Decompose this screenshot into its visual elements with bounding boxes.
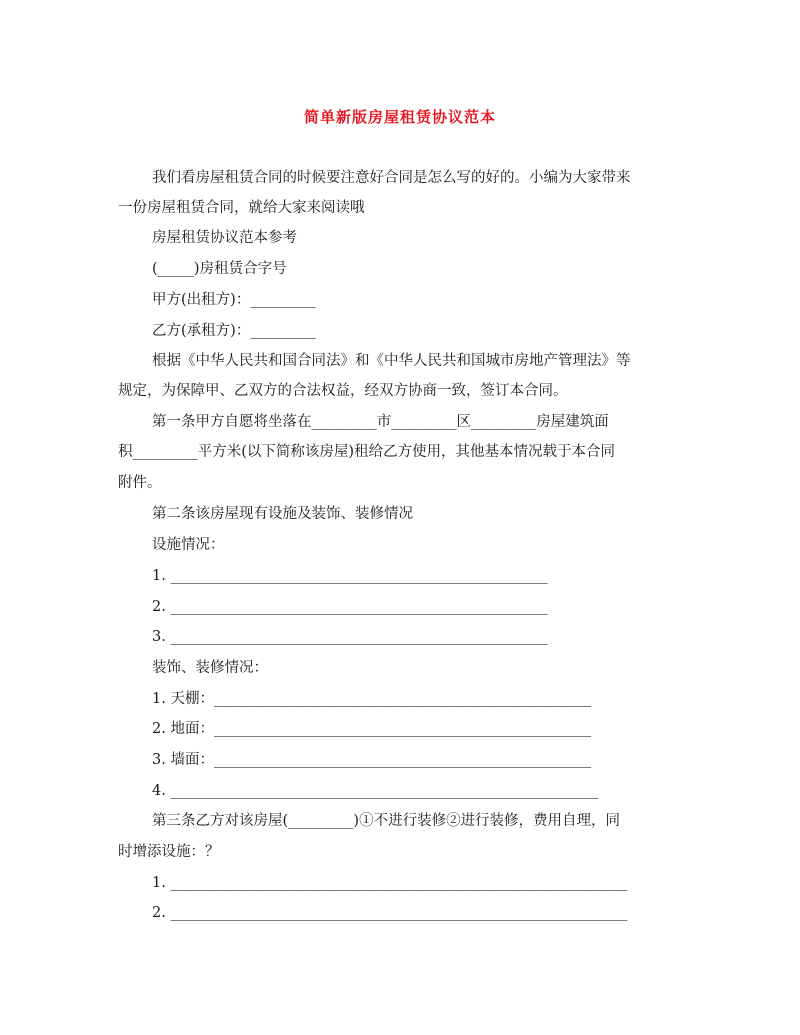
- body-line: 时增添设施：？: [118, 844, 220, 860]
- body-line: 设施情况：: [152, 537, 225, 553]
- body-line: 附件。: [118, 475, 162, 491]
- body-line: 一份房屋租赁合同，就给大家来阅读哦: [118, 200, 365, 216]
- body-line: 2. ____________________________________________________: [152, 599, 548, 615]
- body-line: 2. _______________________________________________________________: [152, 905, 628, 921]
- body-line: 第一条甲方自愿将坐落在_________市_________区_________房屋建筑面: [152, 414, 609, 430]
- body-line: 3. 墙面：____________________________________________________: [152, 752, 591, 768]
- body-line: 房屋租赁协议范本参考: [152, 230, 297, 246]
- body-line: 第三条乙方对该房屋(_________)①不进行装修②进行装修，费用自理，同: [152, 813, 621, 829]
- body-line: 积_________平方米(以下简称该房屋)租给乙方使用，其他基本情况载于本合同: [118, 444, 616, 460]
- body-line: 第二条该房屋现有设施及装饰、装修情况: [152, 506, 413, 522]
- body-line: (_____)房租赁合字号: [152, 261, 287, 277]
- body-line: 甲方(出租方)：_________: [152, 292, 316, 308]
- body-line: 3. ____________________________________________________: [152, 629, 548, 645]
- body-line: 1. 天棚：____________________________________________________: [152, 691, 591, 707]
- body-line: 2. 地面：____________________________________________________: [152, 721, 591, 737]
- body-line: 装饰、装修情况：: [152, 660, 268, 676]
- document-title: 简单新版房屋租赁协议范本: [303, 108, 496, 126]
- body-line: 1. _______________________________________________________________: [152, 875, 628, 891]
- body-line: 规定，为保障甲、乙双方的合法权益，经双方协商一致，签订本合同。: [118, 383, 568, 399]
- body-line: 根据《中华人民共和国合同法》和《中华人民共和国城市房地产管理法》等: [152, 353, 631, 369]
- body-line: 1. ____________________________________________________: [152, 568, 548, 584]
- body-line: 乙方(承租方)：_________: [152, 323, 316, 339]
- body-line: 4. ___________________________________________________________: [152, 783, 599, 799]
- body-line: 我们看房屋租赁合同的时候要注意好合同是怎么写的好的。小编为大家带来: [152, 170, 631, 186]
